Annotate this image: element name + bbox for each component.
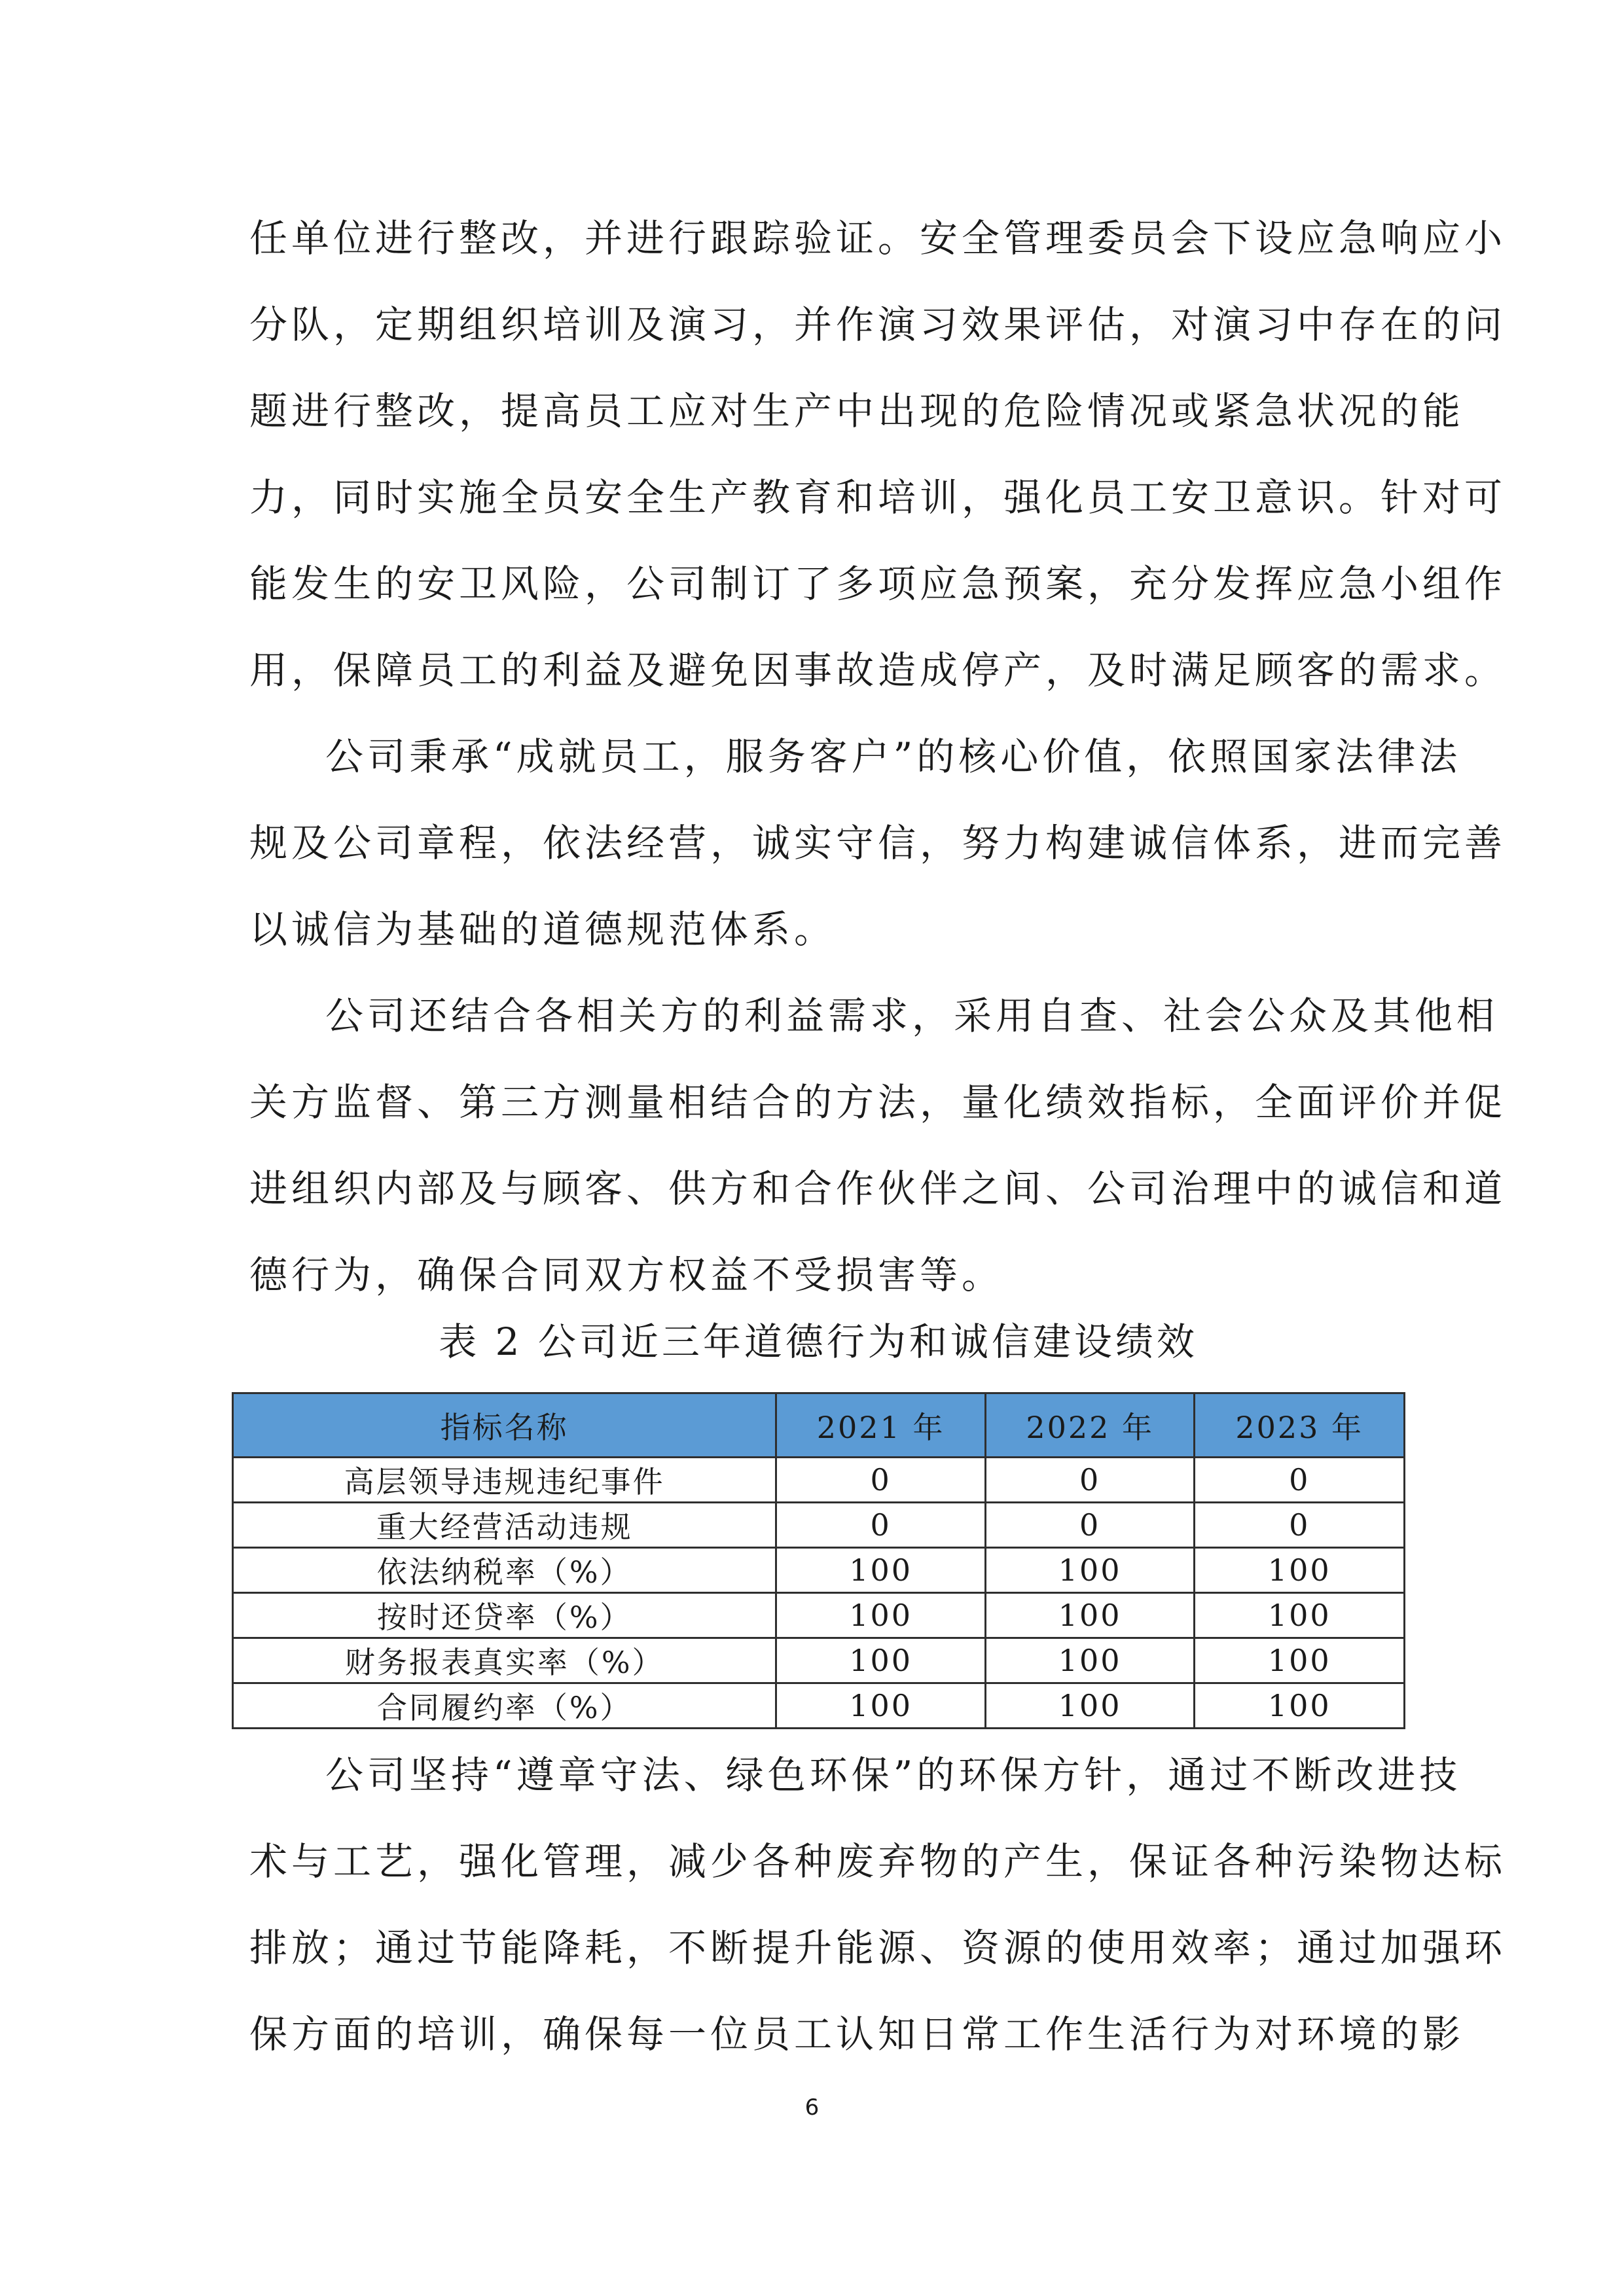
indicator-cell: 财务报表真实率（%） [233,1638,776,1683]
table-row [233,1638,1405,1683]
paragraph-line: 题进行整改，提高员工应对生产中出现的危险情况或紧急状况的能 [249,389,1465,433]
value-cell: 100 [1195,1548,1405,1593]
header-indicator-name: 指标名称 [233,1393,776,1458]
paragraph-line: 能发生的安卫风险，公司制订了多项应急预案，充分发挥应急小组作 [249,562,1507,606]
paragraph-line: 公司秉承“成就员工，服务客户”的核心价值，依照国家法律法 [325,734,1462,779]
ethics-performance-table [232,1392,1405,1729]
value-cell: 100 [776,1683,986,1729]
paragraph-line: 用，保障员工的利益及避免因事故造成停产，及时满足顾客的需求。 [249,648,1507,692]
paragraph-stakeholders [249,973,1507,1318]
value-cell: 0 [776,1458,986,1503]
indicator-cell: 合同履约率（%） [233,1683,776,1729]
paragraph-line: 公司还结合各相关方的利益需求，采用自查、社会公众及其他相 [325,994,1499,1038]
paragraph-line: 规及公司章程，依法经营，诚实守信，努力构建诚信体系，进而完善 [249,821,1507,865]
value-cell: 100 [776,1593,986,1638]
value-cell: 100 [1195,1683,1405,1729]
paragraph-line: 公司坚持“遵章守法、绿色环保”的环保方针，通过不断改进技 [325,1753,1462,1797]
paragraph-line: 力，同时实施全员安全生产教育和培训，强化员工安卫意识。针对可 [249,475,1507,520]
header-year-2021: 2021 年 [776,1393,986,1458]
table-header-row [233,1393,1405,1458]
table-row [233,1683,1405,1729]
paragraph-safety-management [249,195,1507,713]
value-cell: 100 [985,1593,1195,1638]
value-cell: 100 [776,1548,986,1593]
paragraph-line: 德行为，确保合同双方权益不受损害等。 [249,1253,1004,1297]
indicator-cell: 重大经营活动违规 [233,1503,776,1548]
paragraph-line: 关方监督、第三方测量相结合的方法，量化绩效指标，全面评价并促 [249,1080,1507,1124]
value-cell: 0 [985,1503,1195,1548]
value-cell: 0 [985,1458,1195,1503]
paragraph-environmental-policy [249,1732,1507,2077]
paragraph-core-values [249,713,1507,973]
value-cell: 100 [776,1638,986,1683]
table-row [233,1548,1405,1593]
value-cell: 0 [1195,1458,1405,1503]
paragraph-line: 排放；通过节能降耗，不断提升能源、资源的使用效率；通过加强环 [249,1926,1507,1970]
table-row [233,1458,1405,1503]
paragraph-line: 进组织内部及与顾客、供方和合作伙伴之间、公司治理中的诚信和道 [249,1166,1507,1211]
paragraph-line: 以诚信为基础的道德规范体系。 [249,907,837,952]
value-cell: 100 [1195,1638,1405,1683]
paragraph-line: 术与工艺，强化管理，减少各种废弃物的产生，保证各种污染物达标 [249,1839,1507,1884]
page-number: 6 [804,2094,820,2121]
paragraph-line: 分队，定期组织培训及演习，并作演习效果评估，对演习中存在的问 [249,302,1507,347]
paragraph-line: 任单位进行整改，并进行跟踪验证。安全管理委员会下设应急响应小 [249,216,1507,260]
value-cell: 0 [776,1503,986,1548]
indicator-cell: 依法纳税率（%） [233,1548,776,1593]
value-cell: 100 [985,1548,1195,1593]
value-cell: 100 [985,1683,1195,1729]
table-caption: 表 2 公司近三年道德行为和诚信建设绩效 [439,1319,1198,1364]
value-cell: 100 [1195,1593,1405,1638]
table-row [233,1593,1405,1638]
header-year-2022: 2022 年 [985,1393,1195,1458]
value-cell: 100 [985,1638,1195,1683]
table-row [233,1503,1405,1548]
header-year-2023: 2023 年 [1195,1393,1405,1458]
value-cell: 0 [1195,1503,1405,1548]
indicator-cell: 按时还贷率（%） [233,1593,776,1638]
paragraph-line: 保方面的培训，确保每一位员工认知日常工作生活行为对环境的影 [249,2012,1465,2056]
indicator-cell: 高层领导违规违纪事件 [233,1458,776,1503]
